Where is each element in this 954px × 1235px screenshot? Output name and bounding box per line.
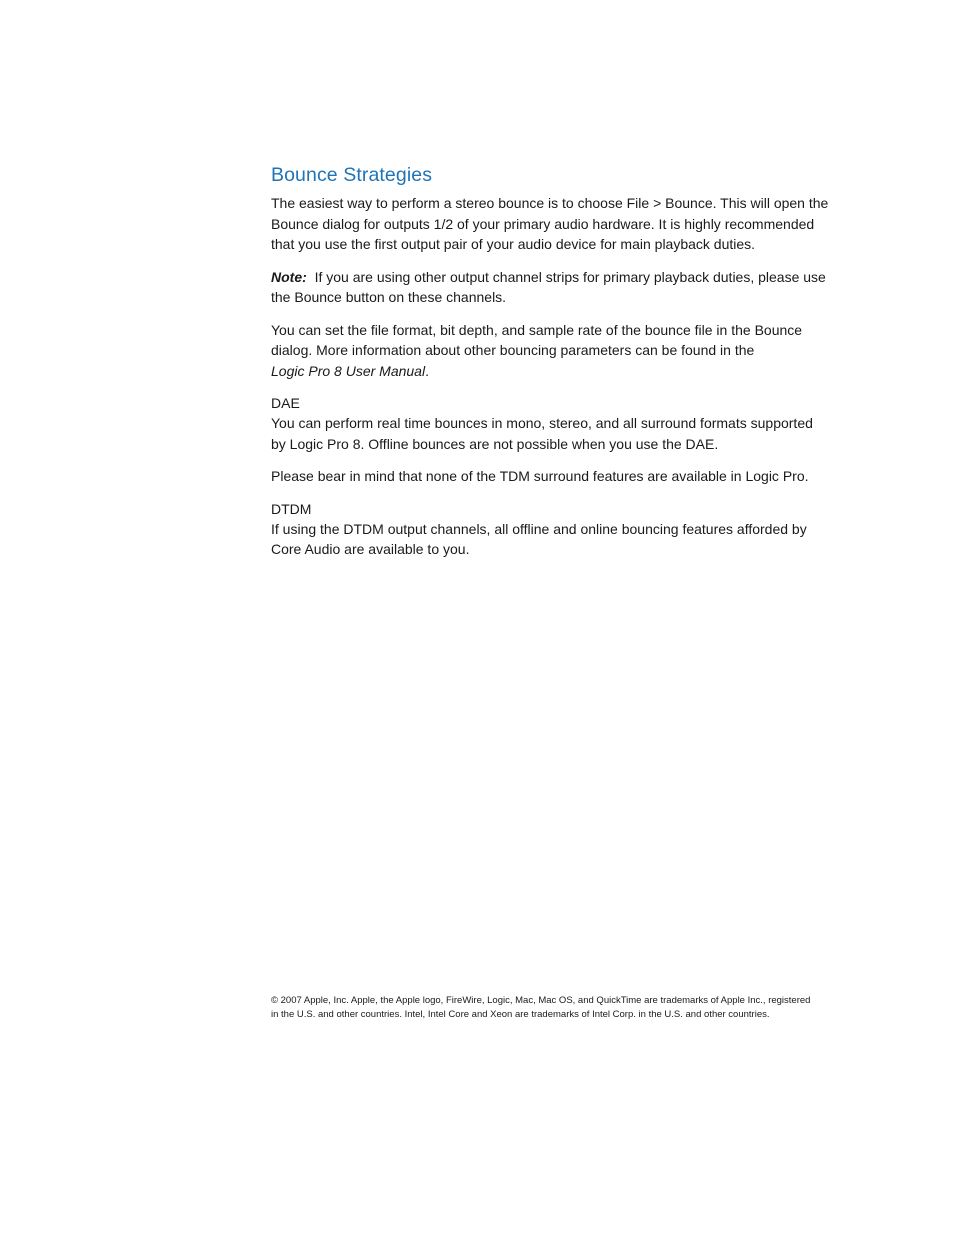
dae-paragraph-1: You can perform real time bounces in mono, stereo, and all surround formats supported by Logic Pro 8. Offline bounces are not possible when you use the DAE. xyxy=(271,415,813,452)
note-label: Note: xyxy=(271,268,307,285)
dtdm-paragraph: If using the DTDM output channels, all offline and online bouncing features afforded by Core Audio are available to you. xyxy=(271,520,807,557)
manual-suffix: . xyxy=(425,362,429,379)
settings-paragraph xyxy=(271,320,831,382)
intro-paragraph: The easiest way to perform a stereo bounce is to choose File > Bounce. This will open the Bounce dialog for outputs 1/2 of your primary audio hardware. It is highly recommended that you use the first output pair of your audio device for main playback duties. xyxy=(271,195,829,252)
manual-title: Logic Pro 8 User Manual xyxy=(271,362,426,379)
dae-paragraph-2: Please bear in mind that none of the TDM surround features are available in Logic Pro. xyxy=(271,468,809,484)
main-content xyxy=(271,162,831,572)
settings-text: You can set the file format, bit depth, and sample rate of the bounce file in the Bounce dialog. More information about other bouncing parameters can be found in the xyxy=(271,321,803,358)
note-text: If you are using other output channel strips for primary playback duties, please use the Bounce button on these channels. xyxy=(271,268,826,305)
note-paragraph xyxy=(271,267,831,308)
section-title: Bounce Strategies xyxy=(271,164,433,186)
dae-heading: DAE xyxy=(271,395,300,411)
copyright-footer: © 2007 Apple, Inc. Apple, the Apple logo, FireWire, Logic, Mac, Mac OS, and QuickTime are trademarks of Apple Inc., registered in the U.S. and other countries. Intel, Intel Core and Xeon are trademarks of Intel Corp. in the U.S. and other countries. xyxy=(271,995,811,1021)
dtdm-heading: DTDM xyxy=(271,500,312,517)
